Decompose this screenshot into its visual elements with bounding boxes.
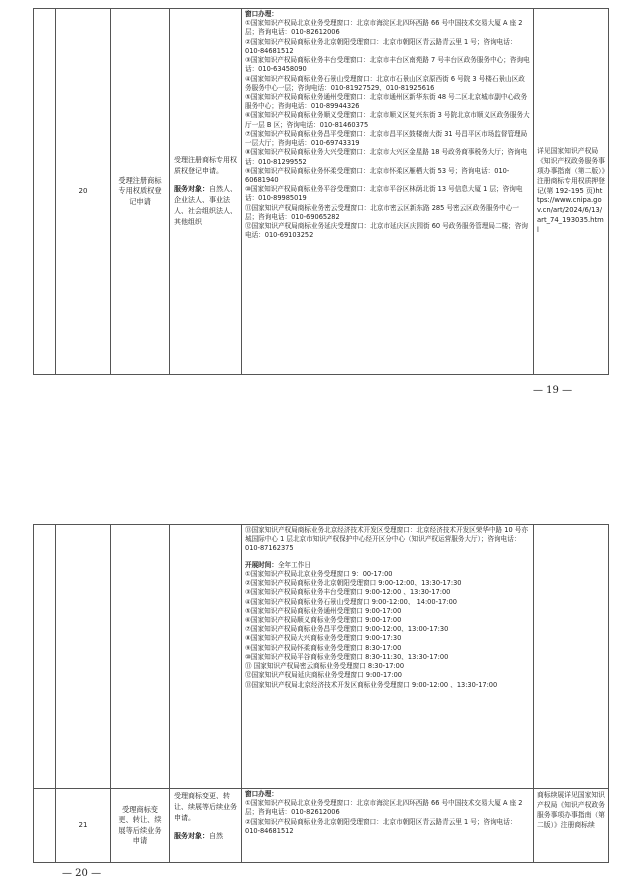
hours-entry: ⑫国家知识产权局延庆商标业务受理窗口 9:00-17:00 [245, 671, 402, 680]
window-entry: ⑦国家知识产权局商标业务昌平受理窗口：北京市昌平区鼓楼南大街 31 号昌平区市场监督管理局一层大厅；咨询电话：010-69743319 [245, 129, 528, 148]
row-21-target-label: 服务对象： [174, 831, 209, 840]
window-entry: ⑧国家知识产权局商标业务大兴受理窗口：北京市大兴区金星路 18 号政务商事税务大厅；咨询电话：010-81299552 [245, 148, 528, 166]
window-entry: ④国家知识产权局商标业务石景山受理窗口：北京市石景山区京原西街 6 号院 3 号楼石景山区政务服务中心一层；咨询电话：010-81927529、010-81925616 [245, 74, 525, 92]
table-row-20 [33, 8, 609, 375]
window-entry: ①国家知识产权局北京业务受理窗口：北京市海淀区北四环西路 66 号中国技术交易大厦 A 座 2 层；咨询电话：010-82612006 [245, 799, 523, 817]
row-20-window-title: 窗口办理： [245, 10, 278, 18]
hours-title: 开展时间： [245, 560, 278, 569]
cont-number [56, 525, 111, 789]
hours-entry: ⑥国家知识产权局顺义商标业务受理窗口 9:00-17:00 [245, 615, 402, 624]
window-entry: ⑫国家知识产权局商标业务延庆受理窗口：北京市延庆区庆园街 60 号政务服务管理局二楼；咨询电话：010-69103252 [245, 222, 528, 240]
row-21-number: 21 [56, 789, 111, 863]
hours-entry: ②国家知识产权局商标业务北京朝阳受理窗口 9:00-12:00、13:30-17:30 [245, 579, 462, 588]
row-21-window-title: 窗口办理： [245, 790, 278, 798]
row-20-item-name: 受理注册商标专用权质权登记申请 [111, 9, 170, 375]
window-entry: ①国家知识产权局北京业务受理窗口：北京市海淀区北四环西路 66 号中国技术交易大厦 A 座 2 层；咨询电话：010-82612006 [245, 19, 523, 37]
row-20-number: 20 [56, 9, 111, 375]
cont-name [111, 525, 170, 789]
hours-entry: ④国家知识产权局商标业务石景山受理窗口 9:00-12:00、 14:00-17:00 [245, 597, 457, 606]
cont-content [170, 525, 242, 789]
cont-window-cell [242, 525, 534, 789]
row-21-basis: 商标续展详见国家知识产权局《知识产权政务服务事项办事指南（第二版）》注册商标续 [534, 789, 609, 863]
hours-entry: ⑩国家知识产权局平谷商标业务受理窗口 8:30-11:30、13:30-17:00 [245, 652, 449, 661]
cont-basis [534, 525, 609, 789]
hours-value: 全年工作日 [277, 560, 311, 569]
row-21-content-cell [170, 789, 242, 863]
hours-entry: ⑦国家知识产权局商标业务昌平受理窗口 9:00-12:00、13:00-17:30 [245, 625, 449, 634]
table-page-20 [33, 524, 609, 863]
row-20-content: 受理注册商标专用权质权登记申请。 [174, 156, 237, 176]
row-20-target-value: 自然人、企业法人、事业法人、社会组织法人、其他组织 [174, 185, 237, 226]
hours-entry: ③国家知识产权局商标业务丰台受理窗口 9:00-12:00 、13:30-17:00 [245, 588, 451, 597]
row-20-blank-col [34, 9, 56, 375]
row-21-blank-col [34, 789, 56, 863]
window-entry: ⑥国家知识产权局商标业务顺义受理窗口：北京市顺义区复兴东街 3 号院北京市顺义区政务服务大厅一层 B 区；咨询电话：010-81460375 [245, 111, 530, 129]
hours-entry: ⑪ 国家知识产权局密云商标业务受理窗口 8:30-17:00 [245, 662, 405, 671]
row-20-content-cell [170, 9, 242, 375]
row-20-basis: 详见国家知识产权局《知识产权政务服务事项办事指南（第二版）》注册商标专用权质押登记(第 192-195 页)https://www.cnipa.gov.cn/art/2024/6/13/art_74_193035.html [534, 9, 609, 375]
window-entry: ⑩国家知识产权局商标业务平谷受理窗口：北京市平谷区林荫北街 13 号信息大厦 1 层；咨询电话：010-89985019 [245, 185, 523, 203]
hours-entry: ⑨国家知识产权局怀柔商标业务受理窗口 8:30-17:00 [245, 643, 402, 652]
hours-entry: ⑧国家知识产权局大兴商标业务受理窗口 9:00-17:30 [245, 634, 402, 643]
row-20-target-label: 服务对象： [174, 185, 209, 194]
row-21-content: 受理商标变更、转让、续展等后续业务申请。 [174, 792, 237, 822]
page-number-19: — 19 — [533, 385, 573, 396]
page-number-20: — 20 — [62, 868, 102, 879]
window-entry: ②国家知识产权局商标业务北京朝阳受理窗口：北京市朝阳区青云路青云里 1 号；咨询电话：010-84681512 [245, 817, 517, 835]
window-entry: ⑪国家知识产权局商标业务密云受理窗口：北京市密云区新东路 285 号密云区政务服务中心一层；咨询电话：010-69065282 [245, 203, 519, 221]
hours-entry: ①国家知识产权局北京业务受理窗口 9：00-17:00 [245, 569, 393, 578]
row-21-target-value: 自然 [209, 831, 223, 840]
window-entry: ②国家知识产权局商标业务北京朝阳受理窗口：北京市朝阳区青云路青云里 1 号；咨询电话：010-84681512 [245, 37, 517, 55]
hours-entry: ⑤国家知识产权局商标业务通州受理窗口 9:00-17:00 [245, 606, 402, 615]
window-entry: ⑤国家知识产权局商标业务通州受理窗口：北京市通州区新华东街 48 号二区北京城市副中心政务服务中心；咨询电话：010-89944326 [245, 92, 528, 111]
row-21-window-cell [242, 789, 534, 863]
window-entry: ⑨国家知识产权局商标业务怀柔受理窗口：北京市怀柔区雁栖大街 53 号；咨询电话：010-60681940 [245, 166, 510, 184]
row-21-item-name: 受理商标变更、转让、续展等后续业务申请 [111, 789, 170, 863]
window-entry: ⑬国家知识产权局商标业务北京经济技术开发区受理窗口：北京经济技术开发区荣华中路 10 号亦城国际中心 1 层北京市知识产权保护中心经开区分中心（知识产权运营服务大厅）；咨询电话：010-87162375 [245, 526, 528, 553]
row-20-window-cell [242, 9, 534, 375]
cont-blank-col [34, 525, 56, 789]
window-entry: ③国家知识产权局商标业务丰台受理窗口：北京市丰台区南苑路 7 号丰台区政务服务中心；咨询电话：010-63458090 [245, 56, 530, 74]
hours-entry: ⑬国家知识产权局北京经济技术开发区商标业务受理窗口 9:00-12:00 、13:30-17:00 [245, 680, 498, 689]
